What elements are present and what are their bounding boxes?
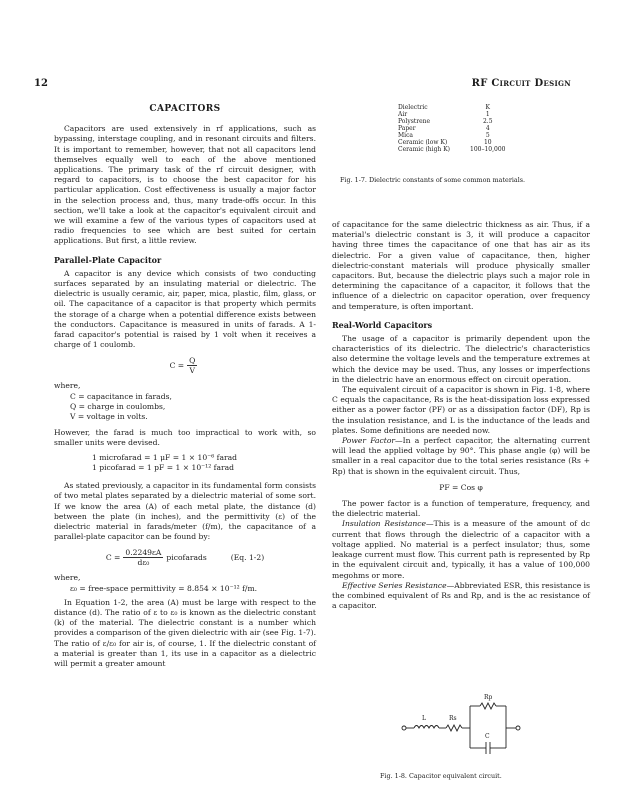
inductor-label: L bbox=[422, 715, 426, 722]
section-title: CAPACITORS bbox=[149, 104, 221, 114]
paragraph: of capacitance for the same dielectric thickness as air. Thus, if a material's dielectric constant is 3, it will produce a capacitor having three times the capacitance of one that has air as its dielectric. For a given value of capacitance, then, higher dielectric-constant materials will produce physically smaller capacitors. But, because the dielectric plays such a major role in determining the capacitance of a capacitor, it follows that the influence of a dielectric on capacitor operation, over frequency and temperature, is often important. bbox=[332, 220, 590, 311]
dielectric-name: Ceramic (low K) bbox=[398, 139, 448, 146]
eq1-denominator: V bbox=[189, 366, 196, 376]
terminal-right bbox=[516, 726, 520, 730]
dielectric-k: 2.5 bbox=[482, 118, 493, 125]
paragraph bbox=[332, 436, 590, 477]
paragraph bbox=[332, 581, 590, 612]
term-label: Effective Series Resistance— bbox=[342, 580, 455, 590]
parallel-resistor-symbol bbox=[480, 703, 496, 709]
paragraph: As stated previously, a capacitor in its fundamental form consists of two metal plates separated by a dielectric material of some sort. If we know the area (A) of each metal plate, the distance (d) between the plate (in inches), and the permittivity (ε) of the dielectric material in farads/meter (f/m), the capacitance of a parallel-plate capacitor can be found by: bbox=[54, 481, 316, 542]
running-head: RF Circuit Design bbox=[471, 78, 571, 89]
table-header-row bbox=[398, 104, 511, 111]
paragraph-text: This is a measure of the amount of dc current that flows through the dielectric of a capacitor with a voltage applied. No material is a perfect insulator; thus, some leakage current must flow. This current path is represented by Rp in the equivalent circuit and, typically, it has a value of 100,000 megohms or more. bbox=[332, 519, 590, 580]
dielectric-name: Dielectric bbox=[398, 104, 428, 111]
definition: Q = charge in coulombs, bbox=[70, 401, 166, 411]
page-number: 12 bbox=[34, 78, 48, 89]
left-column bbox=[54, 102, 316, 669]
term-label: Insulation Resistance— bbox=[342, 519, 434, 529]
terminal-left bbox=[402, 726, 406, 730]
dielectric-name: Mica bbox=[398, 132, 413, 139]
paragraph bbox=[332, 519, 590, 580]
series-resistor-symbol bbox=[446, 725, 462, 731]
eq2-denominator: dε₀ bbox=[137, 558, 150, 568]
rs-label: Rs bbox=[449, 715, 457, 722]
unit-definitions bbox=[54, 453, 316, 473]
dielectric-k: K bbox=[485, 104, 490, 111]
eq1-numerator: Q bbox=[189, 356, 196, 366]
paragraph: The equivalent circuit of a capacitor is shown in Fig. 1-8, where C equals the capacitance, Rs is the heat-dissipation loss expressed either as a power factor (PF) or as a dissipation factor (DF), Rp is the insulation resistance, and L is the inductance of the leads and plates. Some definitions are needed now. bbox=[332, 385, 590, 435]
eq1-lhs: C = bbox=[169, 360, 185, 370]
dielectric-name: Paper bbox=[398, 125, 416, 132]
equation-3: PF = Cos φ bbox=[439, 482, 483, 492]
subsection-heading: Real-World Capacitors bbox=[332, 319, 433, 330]
eq2-numerator: 0.2249εA bbox=[125, 548, 162, 558]
paragraph: The power factor is a function of temperature, frequency, and the dielectric material. bbox=[332, 499, 590, 519]
dielectric-k: 1 bbox=[485, 111, 490, 118]
dielectric-name: Air bbox=[398, 111, 408, 118]
equation-2 bbox=[54, 548, 316, 567]
term-label: Power Factor— bbox=[342, 436, 403, 446]
table-row bbox=[398, 118, 511, 125]
capacitor-equivalent-circuit bbox=[400, 692, 530, 762]
paragraph: The usage of a capacitor is primarily dependent upon the characteristics of its dielectric. The dielectric's characteristics also determine the voltage levels and the temperature extremes at which the device may be used. Thus, any losses or imperfections in the dielectric have an enormous effect on circuit operation. bbox=[332, 334, 590, 384]
paragraph: In Equation 1-2, the area (A) must be large with respect to the distance (d). The ratio of ε to ε₀ is known as the dielectric constant (k) of the material. The dielectric constant is a number which provides a comparison of the given dielectric with air (see Fig. 1-7). The ratio of ε/ε₀ for air is, of course, 1. If the dielectric constant of a material is greater than 1, its use in a capacitor as a dielectric will permit a greater amount bbox=[54, 597, 316, 668]
unit-line: 1 picofarad = 1 pF = 1 × 10⁻¹² farad bbox=[92, 462, 235, 472]
paragraph: A capacitor is any device which consists of two conducting surfaces separated by an insulating material or dielectric. The dielectric is usually ceramic, air, paper, mica, plastic, film, glass, or oil. The capacitance of a capacitor is that property which permits the storage of a charge when a potential difference exists between the conductors. Capacitance is measured in units of farads. A 1-farad capacitor's potential is raised by 1 volt when it receives a charge of 1 coulomb. bbox=[54, 268, 316, 350]
paragraph: Capacitors are used extensively in rf applications, such as bypassing, interstage coupling, and in resonant circuits and filters. It is important to remember, however, that not all capacitors lend themselves equally well to each of the above mentioned applications. The primary task of the rf circuit designer, with regard to capacitors, is to choose the best capacitor for his particular application. Cost effectiveness is usually a major factor in the selection process and, thus, many trade-offs occur. In this section, we'll take a look at the capacitor's equivalent circuit and we will examine a few of the various types of capacitors used at radio frequencies to see which are best suited for certain applications. But first, a little review. bbox=[54, 124, 316, 246]
equation-1 bbox=[54, 356, 316, 375]
table-row bbox=[398, 139, 511, 146]
dielectric-k: 100–10,000 bbox=[470, 146, 506, 153]
eq2-unit: picofarads bbox=[166, 552, 207, 562]
where-label: where, bbox=[54, 573, 81, 583]
dielectric-name: Polystrene bbox=[398, 118, 431, 125]
definitions bbox=[54, 392, 316, 423]
paragraph: However, the farad is much too impractical to work with, so smaller units were devised. bbox=[54, 428, 316, 448]
definition: C = capacitance in farads, bbox=[70, 391, 172, 401]
dielectric-name: Ceramic (high K) bbox=[398, 146, 451, 153]
dielectric-table bbox=[398, 104, 511, 153]
dielectric-k: 10 bbox=[483, 139, 492, 146]
subsection-heading: Parallel-Plate Capacitor bbox=[54, 254, 162, 265]
dielectric-k: 5 bbox=[485, 132, 490, 139]
table-row bbox=[398, 111, 511, 118]
paragraph-text: Abbreviated ESR, this resistance is the combined equivalent of Rs and Rp, and is the ac resistance of a capacitor. bbox=[332, 580, 591, 611]
fig-1-8-caption: Fig. 1-8. Capacitor equivalent circuit. bbox=[380, 772, 502, 780]
rp-label: Rp bbox=[484, 694, 493, 701]
where-label: where, bbox=[54, 381, 81, 391]
table-row bbox=[398, 125, 511, 132]
unit-line: 1 microfarad = 1 μF = 1 × 10⁻⁶ farad bbox=[92, 452, 238, 462]
dielectric-k: 4 bbox=[485, 125, 490, 132]
inductor-symbol bbox=[414, 726, 439, 729]
table-row bbox=[398, 146, 511, 153]
table-row bbox=[398, 132, 511, 139]
eq2-tag: (Eq. 1-2) bbox=[230, 552, 265, 562]
eq2-fraction bbox=[123, 548, 163, 567]
eq1-fraction bbox=[187, 356, 197, 375]
definition: ε₀ = free-space permittivity = 8.854 × 10⁻¹² f/m. bbox=[70, 583, 258, 593]
fig-1-7-caption: Fig. 1-7. Dielectric constants of some common materials. bbox=[340, 176, 526, 184]
eq2-lhs: C = bbox=[105, 552, 121, 562]
right-column bbox=[332, 220, 590, 611]
paragraph-text: In a perfect capacitor, the alternating current will lead the applied voltage by 90°. This phase angle (φ) will be smaller in a real capacitor due to the total series resistance (Rs + Rp) that is shown in the equivalent circuit. Thus, bbox=[332, 436, 590, 476]
definitions bbox=[54, 584, 316, 594]
definition: V = voltage in volts. bbox=[70, 412, 148, 422]
capacitor-label: C bbox=[485, 733, 490, 740]
